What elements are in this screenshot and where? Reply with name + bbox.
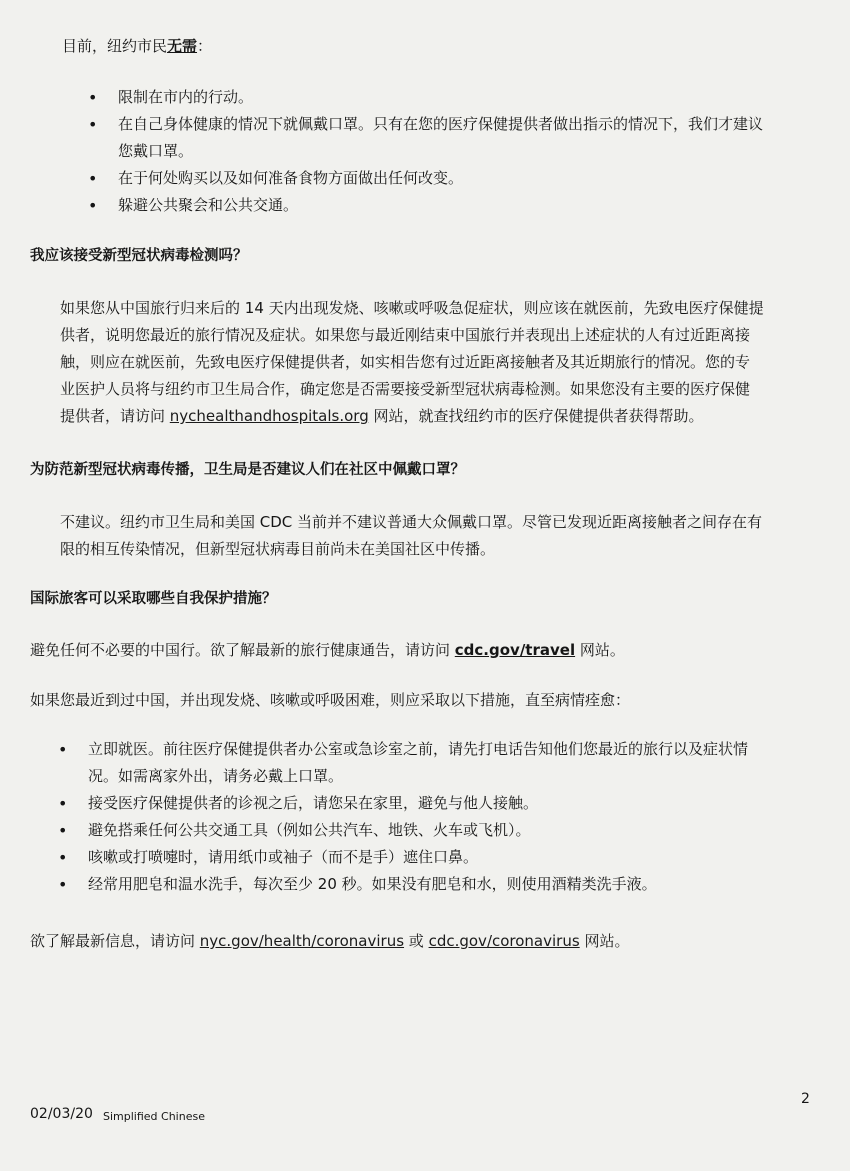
section-heading-masks: 为防范新型冠状病毒传播，卫生局是否建议人们在社区中佩戴口罩？ xyxy=(30,462,465,478)
footer-language: Simplified Chinese xyxy=(103,1110,205,1123)
list-item-continued: 况。如需离家外出，请务必戴上口罩。 xyxy=(88,767,344,785)
not-needed-list xyxy=(88,84,763,219)
bullet-icon: • xyxy=(88,169,98,188)
list-item-continued: 您戴口罩。 xyxy=(118,142,194,160)
bullet-icon: • xyxy=(88,88,98,107)
list-item: • 避免搭乘任何公共交通工具（例如公共汽车、地铁、火车或飞机）。 xyxy=(58,817,748,844)
intro-line: 目前，纽约市民无需： xyxy=(62,37,213,55)
bullet-icon: • xyxy=(58,875,68,894)
page-number: 2 xyxy=(801,1091,810,1107)
section-heading-travelers: 国际旅客可以采取哪些自我保护措施？ xyxy=(30,591,277,607)
list-item: • 立即就医。前往医疗保健提供者办公室或急诊室之前，请先打电话告知他们您最近的旅行以及症状情 xyxy=(58,736,748,763)
list-item: • 在于何处购买以及如何准备食物方面做出任何改变。 xyxy=(88,165,763,192)
list-item: • 躲避公共聚会和公共交通。 xyxy=(88,192,763,219)
list-item: • 经常用肥皂和温水洗手，每次至少 20 秒。如果没有肥皂和水，则使用酒精类洗手液。 xyxy=(58,871,748,898)
more-info-paragraph: 欲了解最新信息，请访问 nyc.gov/health/coronavirus 或 cdc.gov/coronavirus 网站。 xyxy=(30,932,630,950)
section-heading-testing: 我应该接受新型冠状病毒检测吗？ xyxy=(30,248,248,264)
bullet-icon: • xyxy=(58,740,68,759)
bullet-icon: • xyxy=(58,794,68,813)
bullet-icon: • xyxy=(88,115,98,134)
list-item: • 接受医疗保健提供者的诊视之后，请您呆在家里，避免与他人接触。 xyxy=(58,790,748,817)
testing-paragraph: 如果您从中国旅行归来后的 14 天内出现发烧、咳嗽或呼吸急促症状，则应该在就医前，先致电医疗保健提 供者，说明您最近的旅行情况及症状。如果您与最近刚结束中国旅行并表现出上述症状的人有过近距离接 触，则应在就医前，先致电医疗保健提供者，如实相告您有过近距离接触者及其近期旅行的情况。您的专 业医护人员将与纽约市卫生局合作，确定您是否需要接受新型冠状病毒检测。如果您没有主要的医疗保健 提供者，请访问 nychealthandhospitals.org 网站，就查找纽约市的医疗保健提供者获得帮助。 xyxy=(60,299,764,425)
bullet-icon: • xyxy=(88,196,98,215)
cdc-travel-link[interactable]: cdc.gov/travel xyxy=(454,641,576,659)
list-item: • 限制在市内的行动。 xyxy=(88,84,763,111)
bullet-icon: • xyxy=(58,821,68,840)
masks-paragraph: 不建议。纽约市卫生局和美国 CDC 当前并不建议普通大众佩戴口罩。尽管已发现近距离接触者之间存在有 限的相互传染情况，但新型冠状病毒目前尚未在美国社区中传播。 xyxy=(60,513,763,558)
footer-date: 02/03/20 xyxy=(30,1106,93,1122)
list-item: • 在自己身体健康的情况下就佩戴口罩。只有在您的医疗保健提供者做出指示的情况下，我们才建议 xyxy=(88,111,763,138)
symptoms-intro-paragraph: 如果您最近到过中国，并出现发烧、咳嗽或呼吸困难，则应采取以下措施，直至病情痊愈： xyxy=(30,691,631,709)
list-item: • 咳嗽或打喷嚏时，请用纸巾或袖子（而不是手）遮住口鼻。 xyxy=(58,844,748,871)
actions-list xyxy=(58,736,748,898)
travel-advisory-paragraph: 避免任何不必要的中国行。欲了解最新的旅行健康通告，请访问 cdc.gov/travel 网站。 xyxy=(30,641,625,659)
nychealthandhospitals-link[interactable]: nychealthandhospitals.org xyxy=(169,407,369,425)
bullet-icon: • xyxy=(58,848,68,867)
nyc-health-coronavirus-link[interactable]: nyc.gov/health/coronavirus xyxy=(199,932,405,950)
intro-emphasis: 无需 xyxy=(167,37,198,55)
cdc-coronavirus-link[interactable]: cdc.gov/coronavirus xyxy=(428,932,580,950)
